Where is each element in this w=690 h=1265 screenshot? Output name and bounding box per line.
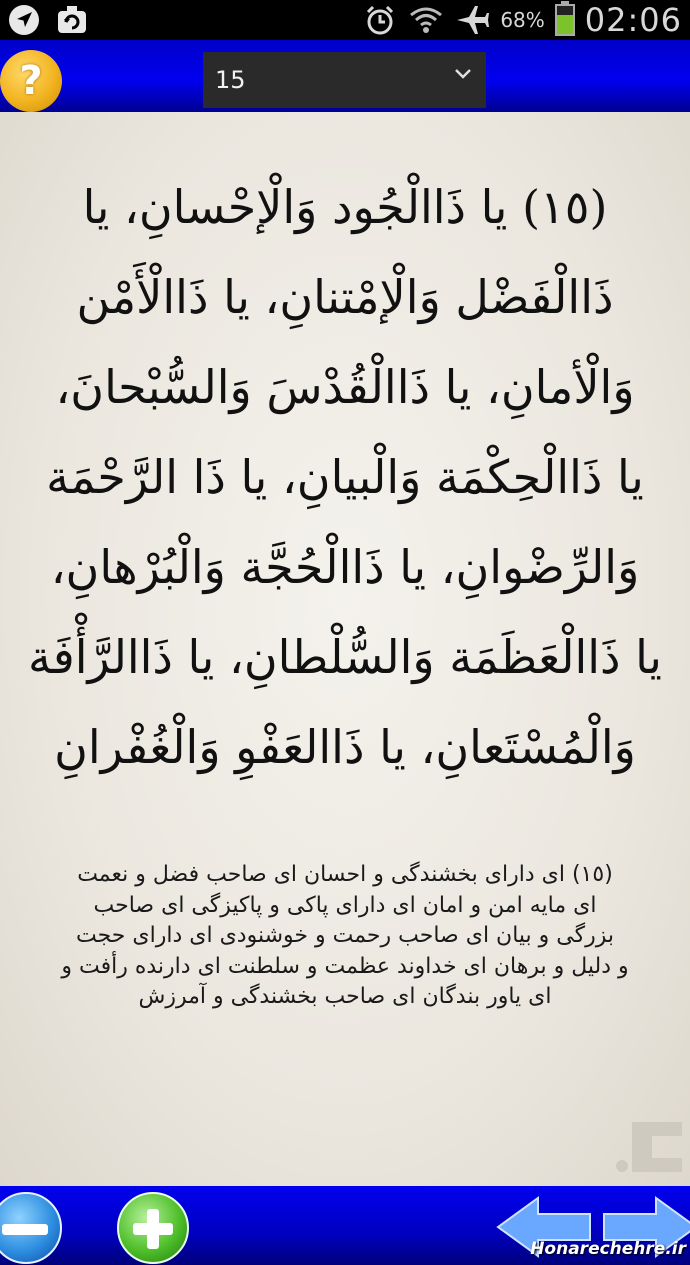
translation-line: ای یاور بندگان ای صاحب بخشندگی و آمرزش (138, 984, 552, 1009)
translation-line: (١٥) ای دارای بخشندگی و احسان ای صاحب فضل و نعمت (77, 862, 613, 887)
battery-icon (555, 4, 575, 36)
chevron-down-icon (454, 68, 472, 80)
arabic-line: يا ذَاالْعَظَمَة وَالسُّلْطانِ، يا ذَاالرَّأْفَة (28, 630, 662, 684)
arabic-line: وَالْأمانِ، يا ذَاالْقُدْسَ وَالسُّبْحانَ، (55, 360, 635, 414)
site-watermark: Honarechehre.ir (530, 1239, 686, 1259)
clock: 02:06 (584, 1, 682, 39)
minus-icon (2, 1224, 48, 1235)
alarm-icon (362, 2, 398, 38)
navigation-icon (6, 2, 42, 38)
status-bar (0, 0, 690, 40)
arabic-line: ذَاالْفَضْل وَالْإمْتنانِ، يا ذَاالْأَمْن (76, 270, 614, 324)
wifi-icon (408, 2, 444, 38)
arabic-line: وَالرِّضْوانِ، يا ذَاالْحُجَّة وَالْبُرْهانِ، (50, 540, 640, 594)
verse-number-select[interactable] (203, 52, 486, 108)
watermark-logo-icon (612, 1112, 690, 1182)
persian-translation (0, 860, 690, 1013)
zoom-in-button[interactable] (117, 1192, 189, 1264)
arabic-line: وَالْمُسْتَعانِ، يا ذَاالعَفْوِ وَالْغُفْرانِ (54, 720, 636, 774)
airplane-icon (454, 2, 490, 38)
arabic-line: (١٥) يا ذَاالْجُود وَالْإحْسانِ، يا (82, 180, 608, 234)
translation-line: ای مایه امن و امان ای دارای پاکی و پاکیزگی ای صاحب (93, 892, 597, 918)
top-toolbar (0, 40, 690, 112)
arabic-verse (0, 162, 690, 792)
selected-verse-number: 15 (215, 66, 246, 94)
translation-line: و دلیل و برهان ای خداوند عظمت و سلطنت ای دارنده رأفت و (61, 953, 629, 979)
battery-percent: 68% (500, 8, 545, 32)
bottom-toolbar (0, 1186, 690, 1265)
translation-line: بزرگی و بیان ای صاحب رحمت و خوشنودی ای دارای حجت (76, 923, 614, 948)
help-button[interactable]: ? (0, 50, 62, 112)
arabic-line: يا ذَاالْحِكْمَة وَالْبيانِ، يا ذَا الرَّحْمَة (46, 450, 644, 504)
recycle-icon (54, 2, 90, 38)
reading-area[interactable] (0, 112, 690, 1186)
zoom-out-button[interactable] (0, 1192, 62, 1264)
